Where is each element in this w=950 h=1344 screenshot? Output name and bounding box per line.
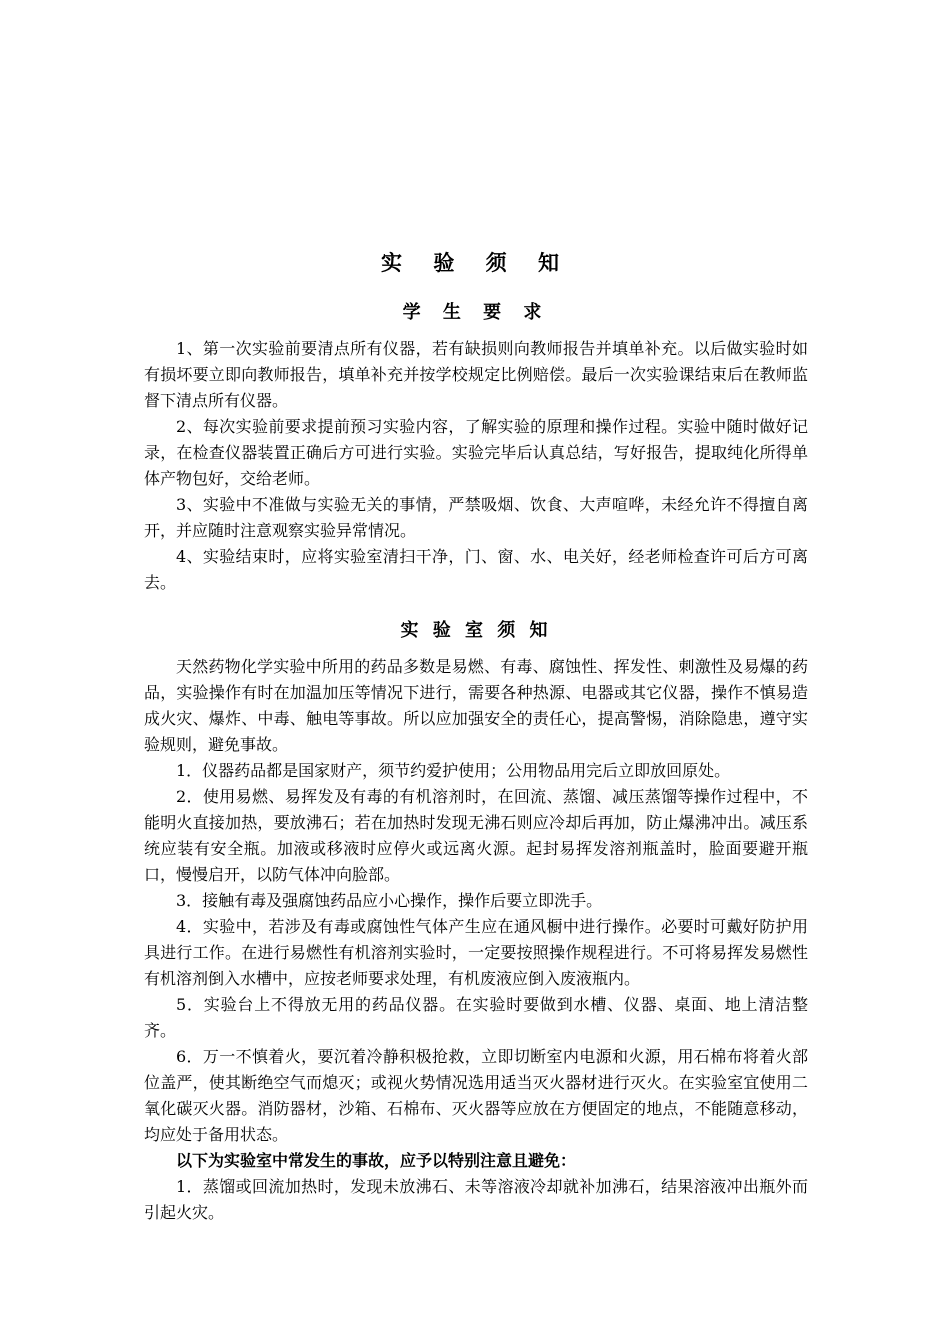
paragraph: 天然药物化学实验中所用的药品多数是易燃、有毒、腐蚀性、挥发性、刺激性及易爆的药品，实验操作有时在加温加压等情况下进行，需要各种热源、电器或其它仪器，操作不慎易造成火灾、爆炸、中毒、触电等事故。所以应加强安全的责任心，提高警惕，消除隐患，遵守实验规则，避免事故。 (144, 657, 808, 754)
paragraph: 1．仪器药品都是国家财产，须节约爱护使用；公用物品用完后立即放回原处。 (176, 761, 731, 780)
document-title: 实 验 须 知 (381, 250, 571, 275)
section-heading-lab-notice: 实 验 室 须 知 (400, 620, 552, 641)
paragraph: 6．万一不慎着火，要沉着冷静积极抢救，立即切断室内电源和火源，用石棉布将着火部位盖严，使其断绝空气而熄灭；或视火势情况选用适当灭火器材进行灭火。在实验室宜使用二氧化碳灭火器。消防器材，沙箱、石棉布、灭火器等应放在方便固定的地点，不能随意移动，均应处于备用状态。 (144, 1047, 808, 1144)
paragraph: 5．实验台上不得放无用的药品仪器。在实验时要做到水槽、仪器、桌面、地上清洁整齐。 (144, 995, 808, 1040)
paragraph: 4．实验中，若涉及有毒或腐蚀性气体产生应在通风橱中进行操作。必要时可戴好防护用具进行工作。在进行易燃性有机溶剂实验时，一定要按照操作规程进行。不可将易挥发易燃性有机溶剂倒入水槽中，应按老师要求处理，有机废液应倒入废液瓶内。 (144, 917, 808, 988)
document-body (144, 244, 808, 1226)
section-heading-student-requirements: 学 生 要 求 (402, 302, 550, 323)
paragraph: 2．使用易燃、易挥发及有毒的有机溶剂时，在回流、蒸馏、减压蒸馏等操作过程中，不能明火直接加热，要放沸石；若在加热时发现无沸石则应冷却后再加，防止爆沸冲出。减压系统应装有安全瓶。加液或移液时应停火或远离火源。起封易挥发溶剂瓶盖时，脸面要避开瓶口，慢慢启开，以防气体冲向脸部。 (144, 787, 808, 884)
bold-paragraph-accident-intro: 以下为实验室中常发生的事故，应予以特别注意且避免： (176, 1151, 577, 1170)
paragraph: 3．接触有毒及强腐蚀药品应小心操作，操作后要立即洗手。 (176, 891, 603, 910)
paragraph: 2、每次实验前要求提前预习实验内容，了解实验的原理和操作过程。实验中随时做好记录，在检查仪器装置正确后方可进行实验。实验完毕后认真总结，写好报告，提取纯化所得单体产物包好，交给老师。 (144, 417, 808, 488)
paragraph: 1．蒸馏或回流加热时，发现未放沸石、未等溶液冷却就补加沸石，结果溶液冲出瓶外而引起火灾。 (144, 1177, 808, 1222)
paragraph: 4、实验结束时，应将实验室清扫干净，门、窗、水、电关好，经老师检查许可后方可离去。 (144, 547, 808, 592)
paragraph: 1、第一次实验前要清点所有仪器，若有缺损则向教师报告并填单补充。以后做实验时如有损坏要立即向教师报告，填单补充并按学校规定比例赔偿。最后一次实验课结束后在教师监督下清点所有仪器。 (144, 339, 808, 410)
paragraph: 3、实验中不准做与实验无关的事情，严禁吸烟、饮食、大声喧哗，未经允许不得擅自离开，并应随时注意观察实验异常情况。 (144, 495, 808, 540)
